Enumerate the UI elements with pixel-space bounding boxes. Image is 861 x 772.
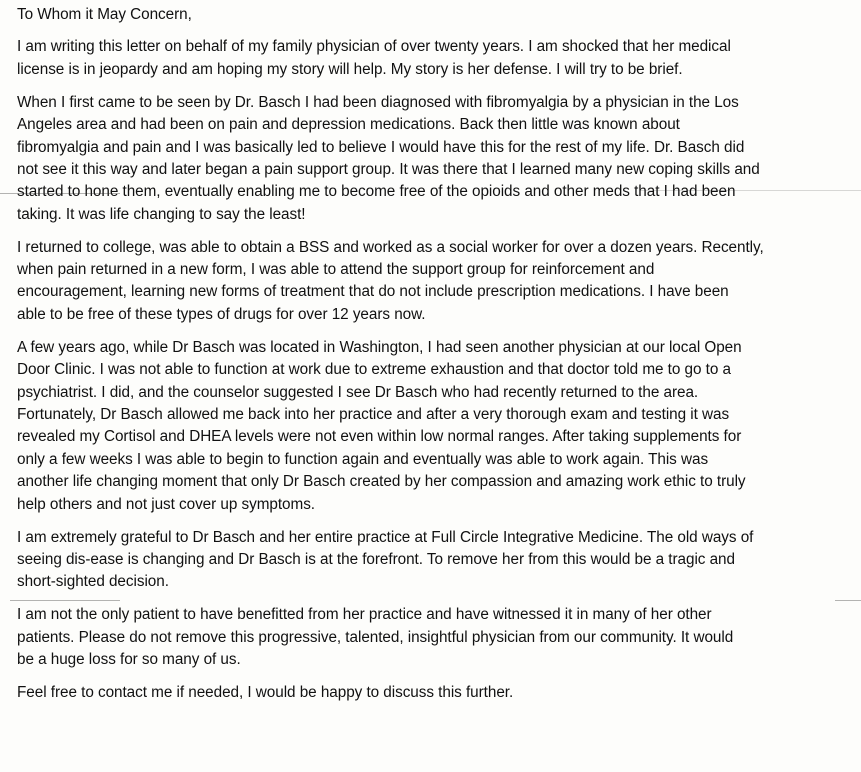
text-line: encouragement, learning new forms of treatment that do not include prescription medications. I have been <box>17 283 729 301</box>
scan-line-artifact <box>0 193 120 194</box>
paragraph-gratitude <box>17 527 851 594</box>
text-line: license is in jeopardy and am hoping my story will help. My story is her defense. I will try to be brief. <box>17 60 683 78</box>
text-line: revealed my Cortisol and DHEA levels were not even within low normal ranges. After taking supplements for <box>17 428 742 446</box>
text-line: not see it this way and later began a pain support group. It was there that I learned many new coping skills and <box>17 160 760 178</box>
text-line: help others and not just cover up symptoms. <box>17 495 315 513</box>
paragraph-other-patients <box>17 604 851 671</box>
text-line: I am not the only patient to have benefitted from her practice and have witnessed it in many of her other <box>17 606 712 624</box>
text-line: Feel free to contact me if needed, I would be happy to discuss this further. <box>17 683 514 701</box>
text-line: short-sighted decision. <box>17 573 169 591</box>
text-line: psychiatrist. I did, and the counselor suggested I see Dr Basch who had recently returned to the area. <box>17 383 699 401</box>
text-line: started to hone them, eventually enabling me to become free of the opioids and other meds that I had been <box>17 183 736 201</box>
scan-line-artifact <box>835 600 861 601</box>
text-line: patients. Please do not remove this progressive, talented, insightful physician from our community. It would <box>17 628 734 646</box>
paragraph-closing <box>17 682 851 704</box>
text-line: Fortunately, Dr Basch allowed me back into her practice and after a very thorough exam and testing it was <box>17 406 730 423</box>
text-line: when pain returned in a new form, I was able to attend the support group for reinforcement and <box>17 261 655 279</box>
scan-line-artifact <box>640 190 861 191</box>
text-line: Door Clinic. I was not able to function at work due to extreme exhaustion and that doctor told me to go to a <box>17 361 731 379</box>
text-line: able to be free of these types of drugs for over 12 years now. <box>17 305 426 323</box>
paragraph-fibromyalgia <box>17 92 851 226</box>
text-line: Angeles area and had been on pain and depression medications. Back then little was known about <box>17 116 680 134</box>
paragraph-intro <box>17 36 851 81</box>
text-line: A few years ago, while Dr Basch was located in Washington, I had seen another physician at our local Open <box>17 338 742 356</box>
text-line: only a few weeks I was able to begin to function again and eventually was able to work again. This was <box>17 450 709 468</box>
paragraph-college <box>17 237 851 327</box>
text-line: When I first came to be seen by Dr. Basch I had been diagnosed with fibromyalgia by a physician in the Los <box>17 93 739 111</box>
text-line: I am writing this letter on behalf of my family physician of over twenty years. I am shocked that her medical <box>17 38 731 56</box>
scan-line-artifact <box>10 600 120 601</box>
text-line: fibromyalgia and pain and I was basically led to believe I would have this for the rest of my life. Dr. Basch did <box>17 138 745 156</box>
salutation: To Whom it May Concern, <box>17 6 192 23</box>
text-line: another life changing moment that only Dr Basch created by her compassion and amazing work ethic to truly <box>17 473 746 491</box>
text-line: I am extremely grateful to Dr Basch and her entire practice at Full Circle Integrative Medicine. The old ways of <box>17 528 754 546</box>
text-line: I returned to college, was able to obtain a BSS and worked as a social worker for over a dozen years. Recently, <box>17 238 764 256</box>
text-line: seeing dis-ease is changing and Dr Basch is at the forefront. To remove her from this would be a tragic and <box>17 550 735 568</box>
paragraph-washington <box>17 337 851 516</box>
text-line: be a huge loss for so many of us. <box>17 651 241 669</box>
text-line: taking. It was life changing to say the least! <box>17 205 306 223</box>
